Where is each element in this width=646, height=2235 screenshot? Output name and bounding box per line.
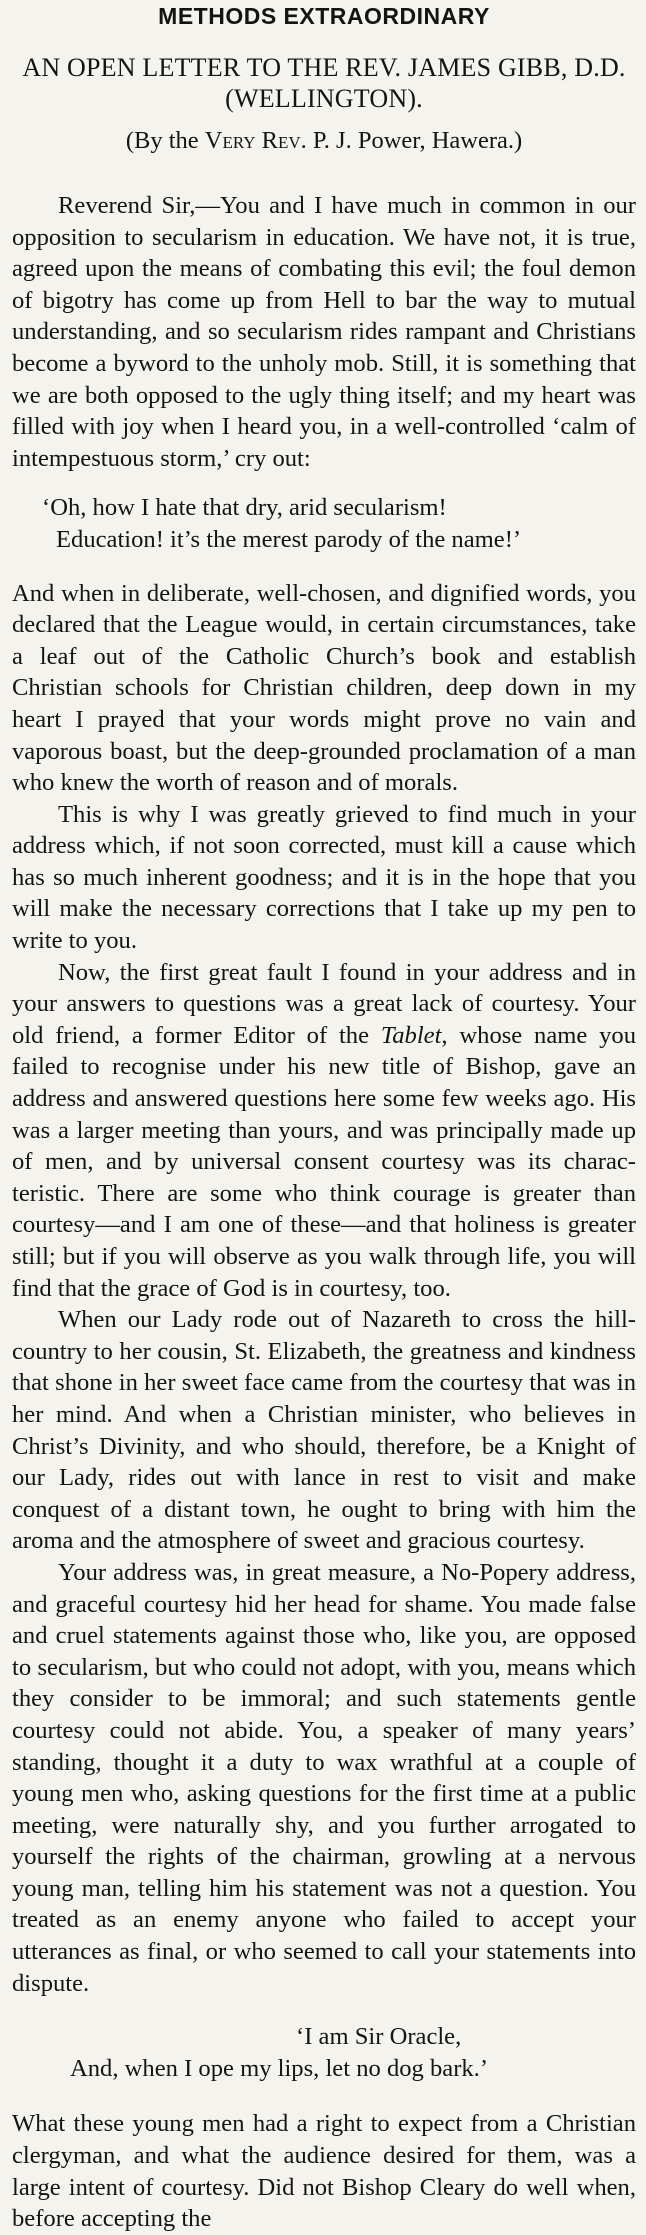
headline: METHODS EXTRAORDINARY <box>158 3 490 29</box>
verse-quote-2-line-1: ‘I am Sir Oracle, <box>296 2023 462 2051</box>
paragraph-4-part-2: , whose name you failed to recognise under his new title of Bishop, gave an address and answered questions here some few weeks ago. His was a larger meeting than yours, and was principally made up of men, and by universal consent courtesy was its characteristic. There are some who think courage is greater than courtesy—and I am one of these—and that holiness is greater still; but if you will observe as you walk through life, you will find that the grace of God is in courtesy, too. <box>12 1021 636 1302</box>
paragraph-2: And when in deliberate, well-chosen, and dignified words, you declared that the League would, in certain circumstances, take a leaf out of the Catholic Church’s book and establish Christian schools for Christian children, deep down in my heart I prayed that your words might prove no vain and vaporous boast, but the deep-grounded proclamation of a man who knew the worth of reason and of morals. <box>12 579 636 797</box>
byline-prefix: (By the <box>125 127 199 154</box>
tablet-title: Tablet <box>380 1021 442 1049</box>
byline-title: Very Rev. <box>204 127 307 154</box>
subheading: AN OPEN LETTER TO THE REV. JAMES GIBB, D.D. (WELLINGTON). <box>22 53 626 113</box>
paragraph-4-part-1: Now, the first great fault I found in your address and in your answers to questions was a great lack of courtesy. Your old friend, a former Editor of the <box>12 958 636 1049</box>
paragraph-6: Your address was, in great measure, a No-Popery address, and graceful courtesy hid her head for shame. You made false and cruel statements against those who, like you, are opposed to secularism, but who could not adopt, with you, means which they consider to be immoral; and such statements gentle courtesy could not abide. You, a speaker of many years’ standing, thought it a duty to wax wrathful at a couple of young men who, asking questions for the first time at a public meeting, were naturally shy, and you further arrogated to yourself the rights of the chairman, growling at a nervous young man, telling him his statement was not a question. You treated as an enemy anyone who failed to accept your utterances as final, or who seemed to call your statements into dispute. <box>12 1558 636 1997</box>
byline-name: P. J. Power, Hawera.) <box>312 127 523 154</box>
verse-quote-1-line-2: Education! it’s the merest parody of the name!’ <box>56 525 522 553</box>
paragraph-3: This is why I was greatly grieved to find much in your address which, if not soon corrected, must kill a cause which has so much inherent goodness; and it is in the hope that you will make the necessary corrections that I take up my pen to write to you. <box>12 800 636 955</box>
verse-quote-2-line-2: And, when I ope my lips, let no dog bark.’ <box>70 2054 489 2082</box>
verse-quote-2 <box>12 2021 636 2084</box>
paragraph-7: What these young men had a right to expect from a Christian clergyman, and what the audience desired for them, was a large intent of courtesy. Did not Bishop Cleary do well when, before accepting the <box>12 2110 636 2233</box>
byline <box>12 126 636 156</box>
paragraph-4 <box>12 957 636 1305</box>
paragraph-5: When our Lady rode out of Nazareth to cross the hill-country to her cousin, St. Elizabeth, the greatness and kindness that shone in her sweet face came from the courtesy that was in her mind. And when a Christian minister, who believes in Christ’s Divinity, and who should, therefore, be a Knight of our Lady, rides out with lance in rest to visit and make conquest of a distant town, he ought to bring with him the aroma and the atmosphere of sweet and gracious courtesy. <box>12 1306 636 1555</box>
verse-quote-1-line-1: ‘Oh, how I hate that dry, arid secularism! <box>42 494 447 522</box>
verse-quote-1 <box>12 492 636 555</box>
paragraph-1: Reverend Sir,—You and I have much in common in our opposition to secularism in education. We have not, it is true, agreed upon the means of combating this evil; the foul demon of bigotry has come up from Hell to bar the way to mutual understanding, and so secularism rides rampant and Christians become a byword to the unholy mob. Still, it is something that we are both opposed to the ugly thing itself; and my heart was filled with joy when I heard you, in a well-controlled ‘calm of intempestuous storm,’ cry out: <box>12 192 636 472</box>
